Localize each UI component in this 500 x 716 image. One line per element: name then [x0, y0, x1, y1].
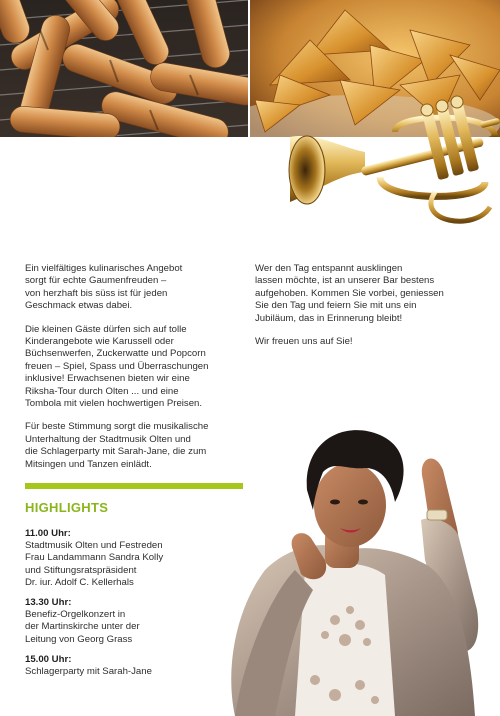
trumpet-photo [285, 92, 500, 232]
highlights-list [25, 528, 225, 686]
intro-paragraph-kids: Die kleinen Gäste dürfen sich auf tolle Kinderangebote wie Karussell oder Büchsenwerfen, Zuckerwatte und Popcorn freuen – Spiel, Spass und Überraschungen inklusive! Erwachsenen bieten wir eine Riksha-Tour durch Olten ... und eine Tombola mit vielen hochwertigen Preisen. [25, 323, 209, 410]
event-item [25, 528, 225, 589]
event-description: Stadtmusik Olten und Festreden Frau Landammann Sandra Kolly und Stiftungsratspräsident Dr. iur. Adolf C. Kellerhals [25, 540, 164, 588]
event-item [25, 654, 225, 678]
intro-paragraph-bar: Wer den Tag entspannt ausklingen lassen möchte, ist an unserer Bar bestens aufgehoben. Kommen Sie vorbei, geniessen Sie den Tag und feiern Sie mit uns ein Jubiläum, das in Erinnerung bleibt! [255, 263, 444, 324]
event-time: 11.00 Uhr: [25, 528, 71, 539]
right-text-column [255, 263, 470, 359]
left-text-column [25, 263, 247, 482]
intro-paragraph-music: Für beste Stimmung sorgt die musikalische Unterhaltung der Stadtmusik Olten und die Schlagerparty mit Sarah-Jane, die zum Mitsingen und Tanzen einlädt. [25, 421, 209, 470]
highlights-heading: HIGHLIGHTS [25, 500, 109, 515]
closing-line: Wir freuen uns auf Sie! [255, 336, 353, 348]
event-time: 15.00 Uhr: [25, 653, 72, 665]
event-description: Schlagerparty mit Sarah-Jane [25, 666, 152, 678]
highlights-divider [25, 483, 243, 489]
event-description: Benefiz-Orgelkonzert in der Martinskirche unter der Leitung von Georg Grass [25, 609, 140, 645]
event-time: 13.30 Uhr: [25, 597, 72, 609]
grilled-sausages-photo [0, 0, 248, 137]
event-item [25, 597, 225, 646]
intro-paragraph-food: Ein vielfältiges kulinarisches Angebot sorgt für echte Gaumenfreuden – von herzhaft bis süss ist für jeden Geschmack etwas dabei. [25, 263, 183, 312]
